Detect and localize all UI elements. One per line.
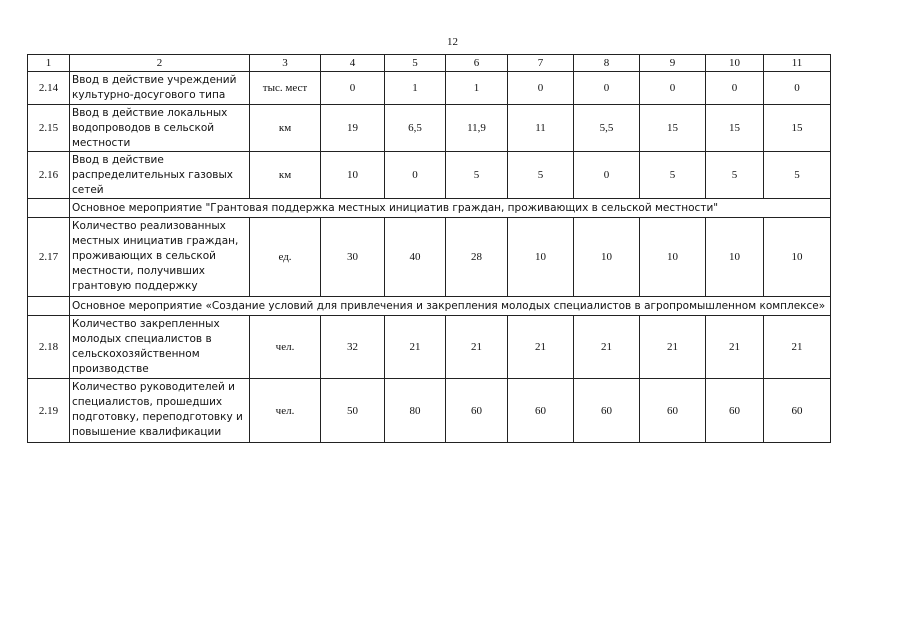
value-cell: 60 [640, 379, 706, 443]
value-cell: 40 [385, 218, 446, 297]
value-cell: 30 [321, 218, 385, 297]
value-cell: 10 [321, 152, 385, 199]
value-cell: 60 [706, 379, 764, 443]
value-cell: 0 [385, 152, 446, 199]
indicator-name: Ввод в действие локальных водопроводов в сельской местности [70, 105, 250, 152]
table-row [28, 72, 831, 105]
value-cell: 32 [321, 316, 385, 379]
value-cell: 0 [574, 72, 640, 105]
value-cell: 5 [446, 152, 508, 199]
section-title: Основное мероприятие "Грантовая поддержка местных инициатив граждан, проживающих в сельской местности" [70, 199, 831, 218]
value-cell: 21 [446, 316, 508, 379]
table-row [28, 218, 831, 297]
indicators-table [27, 54, 831, 443]
value-cell: 10 [706, 218, 764, 297]
header-cell: 7 [508, 55, 574, 72]
value-cell: 5 [706, 152, 764, 199]
header-cell: 9 [640, 55, 706, 72]
row-number: 2.17 [28, 218, 70, 297]
header-row [28, 55, 831, 72]
value-cell: 21 [574, 316, 640, 379]
value-cell: 21 [385, 316, 446, 379]
section-number-cell [28, 297, 70, 316]
header-cell: 8 [574, 55, 640, 72]
table-row [28, 379, 831, 443]
value-cell: 5 [640, 152, 706, 199]
page-number: 12 [447, 36, 458, 48]
unit-cell: тыс. мест [250, 72, 321, 105]
row-number: 2.16 [28, 152, 70, 199]
value-cell: 60 [446, 379, 508, 443]
header-cell: 10 [706, 55, 764, 72]
value-cell: 21 [640, 316, 706, 379]
table-row [28, 105, 831, 152]
value-cell: 6,5 [385, 105, 446, 152]
value-cell: 0 [640, 72, 706, 105]
value-cell: 0 [764, 72, 831, 105]
value-cell: 19 [321, 105, 385, 152]
value-cell: 5,5 [574, 105, 640, 152]
indicator-name: Количество реализованных местных инициатив граждан, проживающих в сельской местности, получивших грантовую поддержку [70, 218, 250, 297]
value-cell: 0 [508, 72, 574, 105]
value-cell: 50 [321, 379, 385, 443]
value-cell: 10 [508, 218, 574, 297]
value-cell: 80 [385, 379, 446, 443]
value-cell: 15 [764, 105, 831, 152]
value-cell: 0 [574, 152, 640, 199]
header-cell: 1 [28, 55, 70, 72]
header-cell: 4 [321, 55, 385, 72]
indicator-name: Количество закрепленных молодых специалистов в сельскохозяйственном производстве [70, 316, 250, 379]
value-cell: 21 [508, 316, 574, 379]
section-row [28, 199, 831, 218]
unit-cell: км [250, 105, 321, 152]
unit-cell: км [250, 152, 321, 199]
header-cell: 3 [250, 55, 321, 72]
row-number: 2.19 [28, 379, 70, 443]
unit-cell: чел. [250, 316, 321, 379]
value-cell: 10 [764, 218, 831, 297]
value-cell: 1 [385, 72, 446, 105]
table-row [28, 316, 831, 379]
value-cell: 21 [764, 316, 831, 379]
header-cell: 5 [385, 55, 446, 72]
value-cell: 1 [446, 72, 508, 105]
value-cell: 5 [508, 152, 574, 199]
value-cell: 21 [706, 316, 764, 379]
row-number: 2.18 [28, 316, 70, 379]
row-number: 2.14 [28, 72, 70, 105]
value-cell: 11,9 [446, 105, 508, 152]
section-row [28, 297, 831, 316]
unit-cell: ед. [250, 218, 321, 297]
value-cell: 11 [508, 105, 574, 152]
value-cell: 15 [640, 105, 706, 152]
value-cell: 60 [508, 379, 574, 443]
header-cell: 2 [70, 55, 250, 72]
value-cell: 0 [706, 72, 764, 105]
value-cell: 10 [574, 218, 640, 297]
unit-cell: чел. [250, 379, 321, 443]
indicator-name: Ввод в действие учреждений культурно-досугового типа [70, 72, 250, 105]
header-cell: 11 [764, 55, 831, 72]
section-title: Основное мероприятие «Создание условий для привлечения и закрепления молодых специалистов в агропромышленном комплексе» [70, 297, 831, 316]
value-cell: 60 [764, 379, 831, 443]
indicator-name: Ввод в действие распределительных газовых сетей [70, 152, 250, 199]
value-cell: 10 [640, 218, 706, 297]
value-cell: 15 [706, 105, 764, 152]
indicator-name: Количество руководителей и специалистов, прошедших подготовку, переподготовку и повышение квалификации [70, 379, 250, 443]
header-cell: 6 [446, 55, 508, 72]
value-cell: 28 [446, 218, 508, 297]
section-number-cell [28, 199, 70, 218]
value-cell: 0 [321, 72, 385, 105]
row-number: 2.15 [28, 105, 70, 152]
value-cell: 5 [764, 152, 831, 199]
table-row [28, 152, 831, 199]
value-cell: 60 [574, 379, 640, 443]
